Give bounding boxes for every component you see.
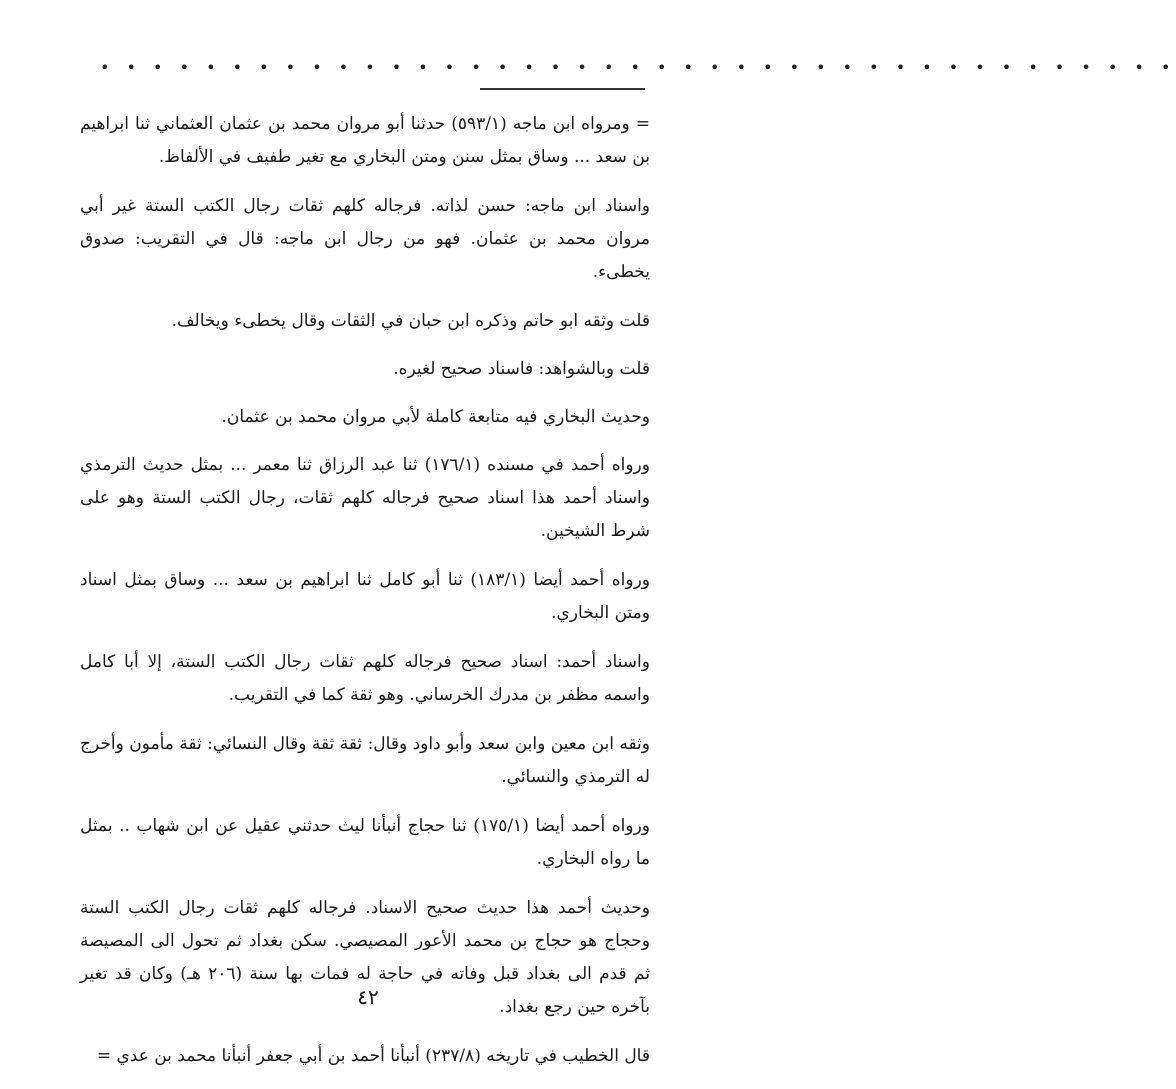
paragraph-11: وحديث أحمد هذا حديث صحيح الاسناد. فرجاله كلهم ثقات رجال الكتب الستة وحجاج هو حجاج بن محمد الأعور المصيصي. سكن بغداد ثم تحول الى المصيصة ثم قدم الى بغداد قبل وفاته في حاجة له فمات بها سنة (٢٠٦ هـ) وكان قد تغير بآخره حين رجع بغداد.	[80, 898, 651, 1017]
dotted-separator: • • • • • • • • • • • • • • • • • • • • • • • • • • • • • • • • • • • • • • • • •	[100, 58, 1176, 77]
header-rule	[480, 88, 645, 90]
paragraph-7: ورواه أحمد أيضا (١٨٣/١) ثنا أبو كامل ثنا ابراهيم بن سعد ... وساق بمثل اسناد ومتن البخاري.	[80, 570, 650, 623]
paragraph-5: وحديث البخاري فيه متابعة كاملة لأبي مروان محمد بن عثمان.	[221, 407, 650, 427]
paragraph-12: قال الخطيب في تاريخه (٢٣٧/٨) أنبأنا أحمد بن أبي جعفر أنبأنا محمد بن عدي =	[96, 1046, 650, 1066]
paragraph-2: واسناد ابن ماجه: حسن لذاته. فرجاله كلهم ثقات رجال الكتب الستة غير أبي مروان محمد بن عثمان. فهو من رجال ابن ماجه: قال في التقريب: صدوق يخطىء.	[80, 196, 650, 282]
paragraph-1: = ومرواه ابن ماجه (٥٩٣/١) حدثنا أبو مروان محمد بن عثمان العثماني ثنا ابراهيم بن سعد ... وساق بمثل سنن ومتن البخاري مع تغير طفيف في الألفاظ.	[80, 114, 650, 167]
page-body	[80, 108, 650, 1089]
page-number: ٤٢	[357, 985, 379, 1009]
paragraph-6: ورواه أحمد في مسنده (١٧٦/١) ثنا عبد الرزاق ثنا معمر ... بمثل حديث الترمذي واسناد أحمد هذا اسناد صحيح فرجاله كلهم ثقات، رجال الكتب الستة وهو على شرط الشيخين.	[80, 455, 650, 541]
paragraph-4: قلت وبالشواهد: فاسناد صحيح لغيره.	[393, 359, 650, 379]
paragraph-9: وثقه ابن معين وابن سعد وأبو داود وقال: ثقة ثقة وقال النسائي: ثقة مأمون وأخرج له الترمذي والنسائي.	[80, 734, 650, 787]
paragraph-10: ورواه أحمد أيضا (١٧٥/١) ثنا حجاج أنبأنا ليث حدثني عقيل عن ابن شهاب .. بمثل ما رواه البخاري.	[80, 816, 650, 869]
paragraph-3: قلت وثقه ابو حاتم وذكره ابن حبان في الثقات وقال يخطىء ويخالف.	[171, 311, 650, 331]
paragraph-8: واسناد أحمد: اسناد صحيح فرجاله كلهم ثقات رجال الكتب الستة، إلا أبا كامل واسمه مظفر بن مدرك الخرساني. وهو ثقة كما في التقريب.	[80, 652, 650, 705]
